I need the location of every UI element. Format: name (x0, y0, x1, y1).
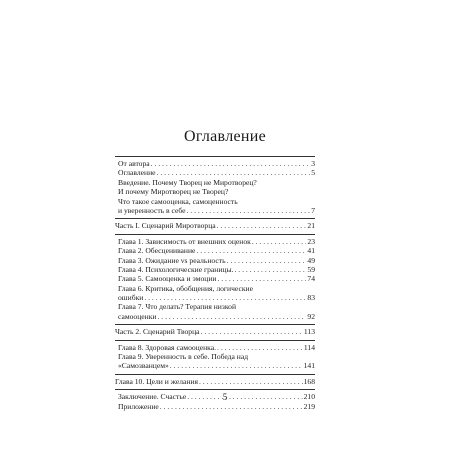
table-of-contents (115, 156, 315, 414)
toc-entry-page: 141 (303, 361, 315, 371)
toc-entry-title: Глава 4. Психологические границы. (118, 264, 234, 274)
page-number: 5 (222, 392, 228, 402)
toc-entry-title: Что такое самооценка, самоценность (118, 196, 238, 206)
toc-group (115, 235, 315, 325)
toc-group (115, 157, 315, 218)
toc-leader-dots (217, 221, 307, 230)
toc-entry-page: 92 (307, 311, 315, 321)
toc-entry-page: 113 (303, 327, 315, 337)
toc-entry-title: Введение. Почему Творец не Миротворец? (118, 177, 257, 187)
toc-leader-dots (217, 343, 303, 352)
toc-entry (118, 343, 315, 352)
toc-leader-dots (196, 246, 306, 255)
toc-entry (118, 197, 315, 206)
toc-entry (115, 221, 315, 230)
toc-entry-page: 49 (307, 255, 315, 265)
toc-leader-dots (157, 168, 311, 177)
toc-entry-title: Глава 5. Самооценка и эмоции (118, 274, 217, 284)
toc-entry (118, 293, 315, 302)
toc-entry-title: Глава 9. Уверенность в себе. Победа над (118, 352, 249, 362)
toc-entry-page: 114 (303, 342, 315, 352)
toc-leader-dots (252, 237, 307, 246)
toc-entry-page: 74 (307, 274, 315, 284)
toc-group (115, 341, 315, 374)
toc-entry-title: Оглавление (118, 168, 156, 178)
toc-entry (115, 327, 315, 336)
toc-leader-dots (160, 402, 303, 411)
toc-entry (118, 402, 315, 411)
toc-leader-dots (217, 274, 306, 283)
toc-entry-title: Глава 6. Критика, обобщения, логические (118, 283, 253, 293)
toc-entry-title: Заключение. Счастье (118, 392, 187, 402)
toc-leader-dots (170, 361, 303, 370)
toc-leader-dots (151, 159, 311, 168)
toc-entry (118, 159, 315, 168)
toc-entry (118, 302, 315, 311)
toc-entry (118, 284, 315, 293)
toc-entry-title: Глава 10. Цели и желания (115, 376, 198, 386)
toc-entry (118, 352, 315, 361)
toc-entry-page: 59 (307, 264, 315, 274)
toc-entry-title: Глава 2. Обесценивание (118, 246, 196, 256)
toc-entry-title: Глава 1. Зависимость от внешних оценок (118, 236, 251, 246)
toc-entry-title: Часть 2. Сценарий Творца (115, 327, 200, 337)
toc-leader-dots (144, 293, 306, 302)
toc-entry (118, 246, 315, 255)
toc-entry-title: От автора (118, 159, 150, 168)
toc-entry (118, 361, 315, 370)
toc-entry-page: 3 (311, 159, 315, 168)
toc-entry-title: и уверенность в себе (118, 205, 186, 215)
toc-entry (118, 312, 315, 321)
toc-entry (115, 377, 315, 386)
toc-entry-page: 168 (303, 376, 315, 386)
toc-leader-dots (201, 327, 303, 336)
toc-entry-page: 41 (307, 246, 315, 256)
toc-entry-title: самооценки (118, 311, 157, 321)
toc-group (115, 325, 315, 339)
toc-entry (118, 206, 315, 215)
toc-leader-dots (157, 312, 306, 321)
toc-entry-title: Приложение (118, 401, 159, 411)
toc-entry-title: И почему Миротворец не Творец? (118, 187, 229, 197)
toc-entry-title: Глава 3. Ожидание vs реальность (118, 255, 226, 265)
toc-entry (118, 256, 315, 265)
toc-entry-page: 7 (311, 205, 315, 215)
toc-leader-dots (186, 206, 310, 215)
toc-leader-dots (227, 256, 307, 265)
toc-entry-title: ошибки (118, 293, 144, 303)
toc-entry-page: 83 (307, 293, 315, 303)
toc-entry (118, 265, 315, 274)
toc-entry-title: Часть I. Сценарий Миротворца (115, 221, 216, 231)
toc-leader-dots (234, 265, 306, 274)
toc-entry-title: «Самозванцем» (118, 361, 169, 371)
toc-entry-title: Глава 8. Здоровая самооценка. (118, 342, 217, 352)
toc-entry (118, 274, 315, 283)
toc-entry (118, 178, 315, 187)
toc-entry-page: 21 (307, 221, 315, 231)
toc-entry-page: 219 (303, 401, 315, 411)
toc-entry-title: Глава 7. Что делать? Терапия низкой (118, 302, 237, 312)
toc-entry-page: 210 (303, 392, 315, 402)
toc-entry (118, 237, 315, 246)
page-title: Оглавление (183, 128, 267, 145)
toc-entry-page: 5 (311, 168, 315, 178)
toc-leader-dots (199, 377, 303, 386)
toc-group (115, 219, 315, 233)
toc-entry-page: 23 (307, 236, 315, 246)
toc-entry (118, 187, 315, 196)
toc-entry (118, 168, 315, 177)
toc-group (115, 375, 315, 389)
